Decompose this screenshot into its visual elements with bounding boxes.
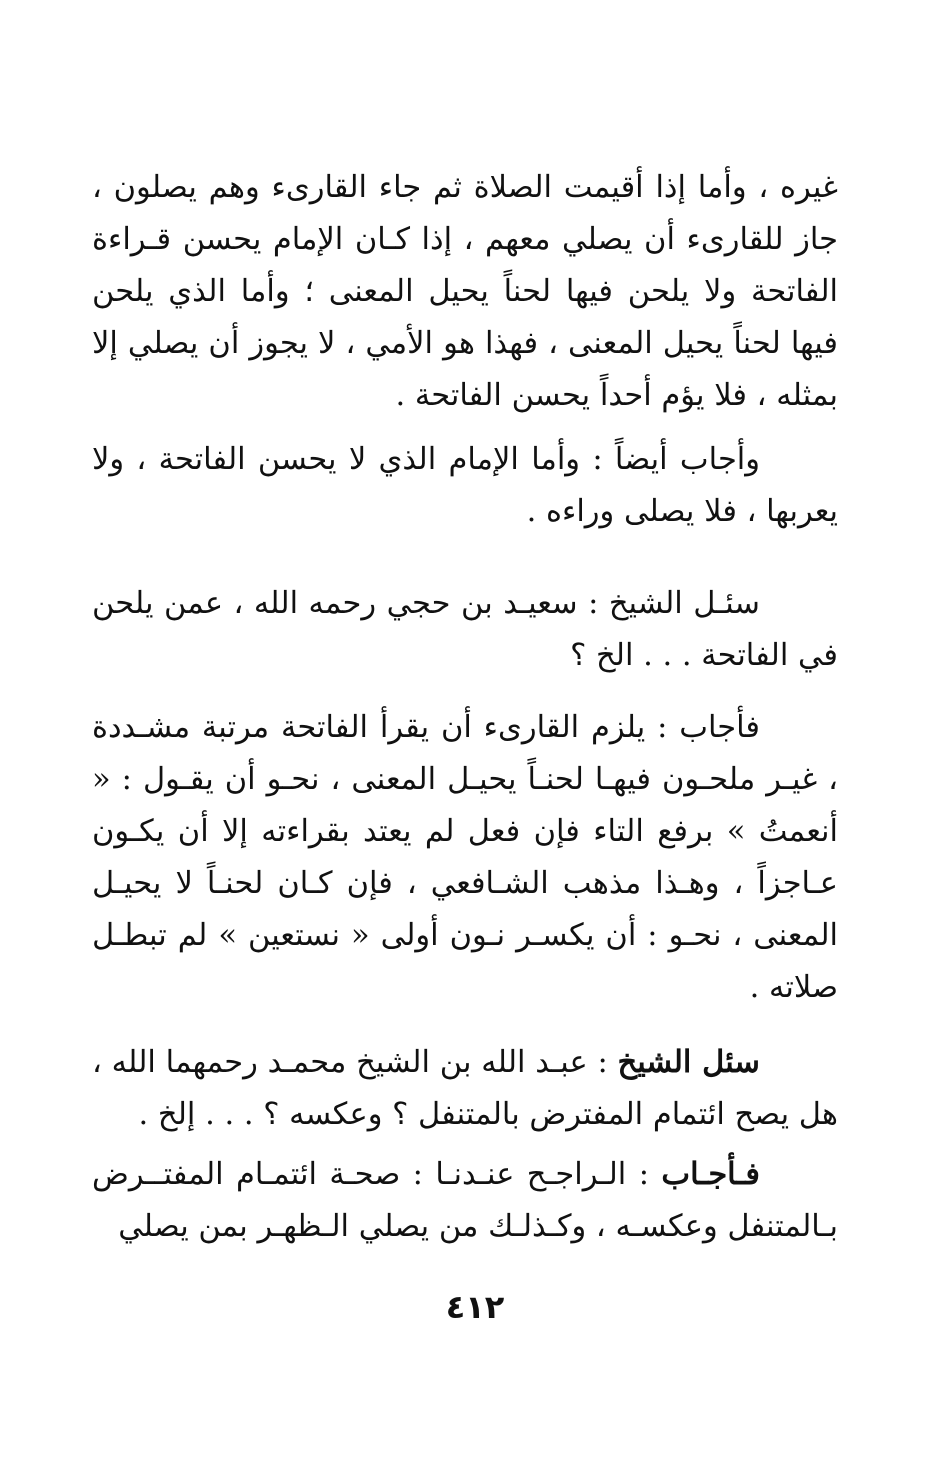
paragraph-2-text: وأجاب أيضاً : وأما الإمام الذي لا يحسن الفاتحة ، ولا يعربها ، فلا يصلى وراءه .: [92, 442, 838, 529]
page-number: ٤١٢: [445, 1288, 505, 1326]
paragraph-4-text: فأجاب : يلزم القارىء أن يقرأ الفاتحة مرتبة مشـددة ، غيـر ملحـون فيهـا لحنـاً يحيـل المعنى ، نحـو أن يقـول : « أنعمتُ » برفع التاء فإن فعل لم يعتد بقراءته إلا أن يكـون عـاجزاً ، وهـذا مذهب الشـافعي ، فإن كـان لحنـاً لا يحيـل المعنى ، نحـو : أن يكسـر نـون أولى « نستعين » لم تبطـل صلاته .: [92, 710, 838, 1005]
paragraph-4: [92, 702, 838, 1014]
paragraph-6: [92, 1148, 838, 1253]
paragraph-5-text: : عبـد الله بن الشيخ محمـد رحمهما الله ، هل يصح ائتمام المفترض بالمتنفل ؟ وعكسه ؟ . . . إلخ .: [92, 1045, 838, 1132]
paragraph-6-lead: فـأجـاب: [661, 1156, 760, 1192]
paragraph-3: [92, 578, 838, 682]
paragraph-6-text: : الـراجـح عنـدنـا : صحـة ائتمـام المفتــرض بـالمتنفل وعكسـه ، وكـذلـك من يصلي الـظهـر بمن يصلي: [92, 1157, 838, 1244]
paragraph-3-text: سئـل الشيخ : سعيـد بن حجي رحمه الله ، عمن يلحن في الفاتحة . . . الخ ؟: [92, 586, 838, 673]
paragraph-1-text: غيره ، وأما إذا أقيمت الصلاة ثم جاء القارىء وهم يصلون ، جاز للقارىء أن يصلي معهم ، إذا كـان الإمام يحسن قـراءة الفاتحة ولا يلحن فيها لحناً يحيل المعنى ؛ وأما الذي يلحن فيها لحناً يحيل المعنى ، فهذا هو الأمي ، لا يجوز أن يصلي إلا بمثله ، فلا يؤم أحداً يحسن الفاتحة .: [92, 170, 838, 413]
paragraph-2: [92, 434, 838, 538]
paragraph-1: [92, 162, 838, 422]
paragraph-5-lead: سئل الشيخ: [617, 1044, 760, 1080]
paragraph-5: [92, 1036, 838, 1141]
